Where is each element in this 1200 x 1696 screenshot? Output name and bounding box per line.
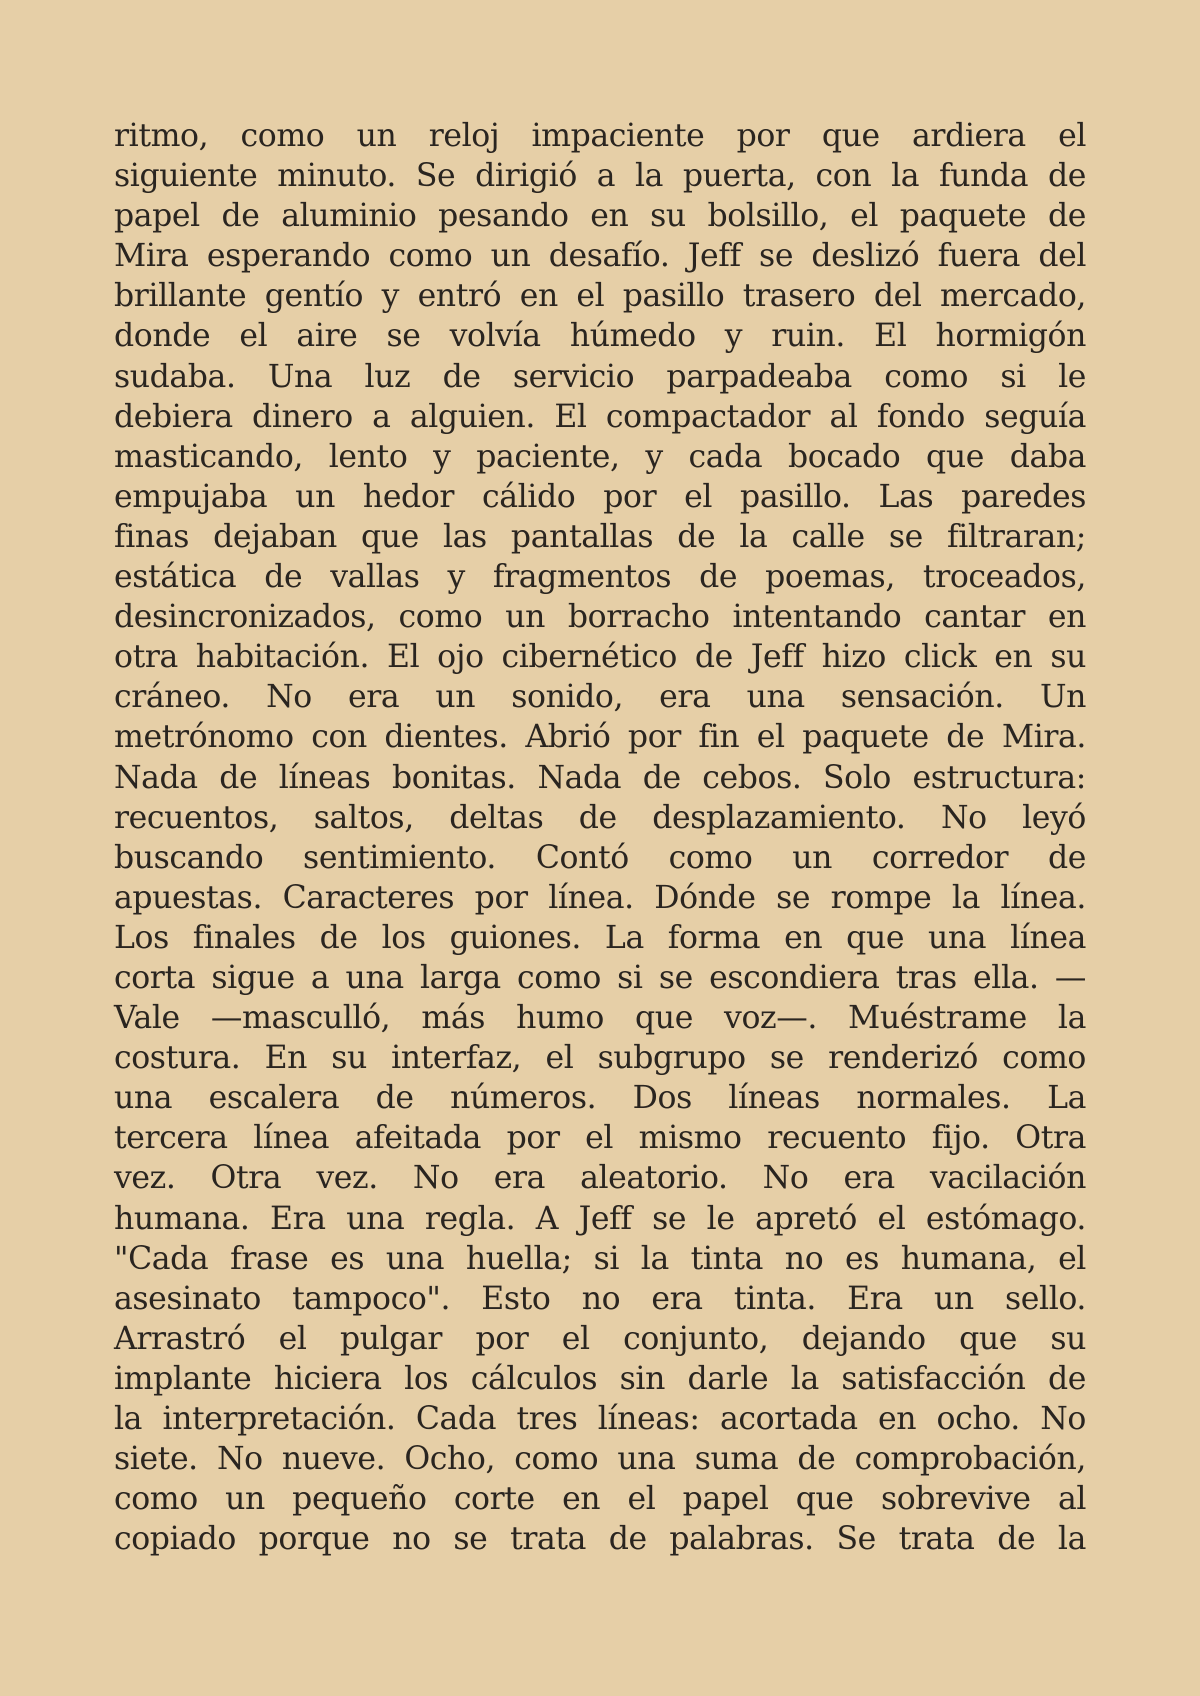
text-line: implante hiciera los cálculos sin darle la satisfacción de [114, 1360, 1086, 1397]
text-line: una escalera de números. Dos líneas normales. La [114, 1080, 1086, 1117]
text-line: estática de vallas y fragmentos de poemas, troceados, [114, 559, 1086, 596]
text-line: humana. Era una regla. A Jeff se le apretó el estómago. [114, 1200, 1086, 1237]
text-line: vez. Otra vez. No era aleatorio. No era vacilación [114, 1160, 1086, 1197]
text-line: Nada de líneas bonitas. Nada de cebos. Solo estructura: [114, 759, 1086, 796]
text-line: Mira esperando como un desafío. Jeff se deslizó fuera del [114, 238, 1086, 275]
text-line: cráneo. No era un sonido, era una sensación. Un [114, 679, 1086, 716]
text-line: "Cada frase es una huella; si la tinta no es humana, el [114, 1240, 1086, 1277]
text-line: apuestas. Caracteres por línea. Dónde se rompe la línea. [114, 879, 1086, 916]
text-line: masticando, lento y paciente, y cada bocado que daba [114, 438, 1086, 475]
text-line: buscando sentimiento. Contó como un corredor de [114, 839, 1086, 876]
text-line: otra habitación. El ojo cibernético de Jeff hizo click en su [114, 639, 1086, 676]
text-line: papel de aluminio pesando en su bolsillo, el paquete de [114, 198, 1086, 235]
text-line: siete. No nueve. Ocho, como una suma de comprobación, [114, 1441, 1086, 1478]
text-line: desincronizados, como un borracho intentando cantar en [114, 599, 1086, 636]
text-line: ritmo, como un reloj impaciente por que ardiera el [114, 118, 1086, 154]
text-line: metrónomo con dientes. Abrió por fin el paquete de Mira. [114, 719, 1086, 756]
text-line: donde el aire se volvía húmedo y ruin. El hormigón [114, 318, 1086, 355]
text-line: Arrastró el pulgar por el conjunto, dejando que su [114, 1320, 1086, 1357]
text-line: copiado porque no se trata de palabras. Se trata de la [114, 1521, 1086, 1558]
text-line: empujaba un hedor cálido por el pasillo. Las paredes [114, 478, 1086, 515]
text-line: como un pequeño corte en el papel que sobrevive al [114, 1481, 1086, 1518]
text-line: costura. En su interfaz, el subgrupo se renderizó como [114, 1040, 1086, 1077]
text-line: debiera dinero a alguien. El compactador al fondo seguía [114, 398, 1086, 435]
text-line: asesinato tampoco". Esto no era tinta. Era un sello. [114, 1280, 1086, 1317]
text-line: finas dejaban que las pantallas de la calle se filtraran; [114, 518, 1086, 555]
text-line: Vale —masculló, más humo que voz—. Muéstrame la [114, 1000, 1086, 1037]
text-line: tercera línea afeitada por el mismo recuento fijo. Otra [114, 1120, 1086, 1157]
text-line: Los finales de los guiones. La forma en que una línea [114, 919, 1086, 956]
text-line: siguiente minuto. Se dirigió a la puerta, con la funda de [114, 158, 1086, 195]
book-page-text [114, 116, 1086, 1559]
text-line: recuentos, saltos, deltas de desplazamiento. No leyó [114, 799, 1086, 836]
text-line: la interpretación. Cada tres líneas: acortada en ocho. No [114, 1401, 1086, 1437]
text-line: sudaba. Una luz de servicio parpadeaba como si le [114, 358, 1086, 395]
text-line: corta sigue a una larga como si se escondiera tras ella. — [114, 959, 1086, 996]
text-line: brillante gentío y entró en el pasillo trasero del mercado, [114, 278, 1086, 315]
